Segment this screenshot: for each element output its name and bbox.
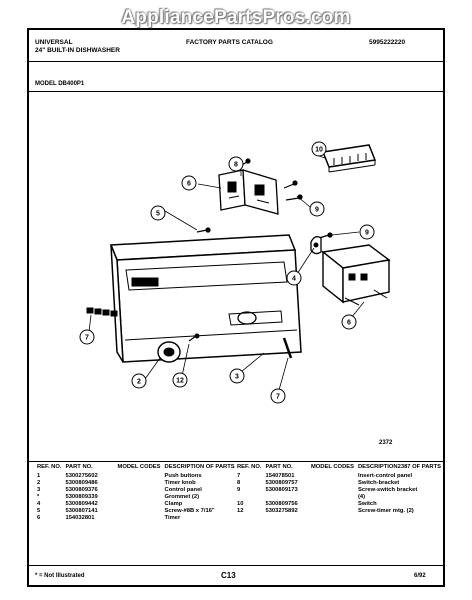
table-row bbox=[35, 473, 237, 480]
part-cell: 5300809757 bbox=[265, 479, 298, 486]
codes-cell bbox=[115, 501, 162, 508]
part-cell bbox=[263, 494, 308, 501]
table-row bbox=[235, 508, 443, 515]
ref-cell: 12 bbox=[237, 507, 244, 514]
svg-text:7: 7 bbox=[276, 393, 280, 401]
codes-cell bbox=[309, 473, 356, 480]
table-row bbox=[35, 494, 237, 501]
callout-4 bbox=[287, 271, 301, 285]
catalog-title: FACTORY PARTS CATALOG bbox=[186, 39, 273, 46]
desc-cell: Screw-switch bracket bbox=[358, 486, 418, 493]
clamp-part bbox=[311, 237, 321, 254]
timer-part bbox=[323, 245, 389, 305]
codes-cell bbox=[115, 480, 162, 487]
ref-cell: 1 bbox=[37, 472, 41, 479]
desc-cell: Grommet (2) bbox=[164, 493, 200, 500]
callout-9b bbox=[360, 225, 374, 239]
switch-bracket-part bbox=[219, 170, 278, 214]
codes-cell bbox=[115, 473, 162, 480]
callout-8 bbox=[229, 157, 243, 171]
codes-cell bbox=[309, 480, 356, 487]
part-cell: 154078501 bbox=[265, 472, 295, 479]
codes-cell bbox=[309, 487, 356, 494]
part-cell: 5300809486 bbox=[65, 479, 98, 486]
table-row bbox=[235, 501, 443, 508]
brand-name: UNIVERSAL bbox=[35, 39, 73, 46]
part-cell: 5300809376 bbox=[65, 486, 98, 493]
parts-table-left bbox=[35, 464, 237, 522]
table-header-row bbox=[235, 464, 443, 473]
page-number: C13 bbox=[221, 571, 236, 580]
svg-text:12: 12 bbox=[176, 377, 184, 385]
catalog-number: 5995222220 bbox=[369, 39, 406, 46]
svg-text:8: 8 bbox=[234, 161, 238, 169]
svg-text:4: 4 bbox=[292, 275, 296, 283]
callout-5 bbox=[151, 206, 165, 220]
col-part: PART NO. bbox=[65, 464, 93, 470]
svg-text:6: 6 bbox=[347, 319, 351, 327]
exploded-parts-diagram bbox=[29, 90, 443, 460]
svg-text:2: 2 bbox=[137, 378, 141, 386]
control-panel-part bbox=[111, 235, 301, 362]
codes-cell bbox=[115, 508, 162, 515]
table-row bbox=[235, 473, 443, 480]
part-cell: 5300809173 bbox=[265, 486, 298, 493]
ref-cell: 10 bbox=[237, 500, 244, 507]
table-row bbox=[235, 487, 443, 494]
table-row bbox=[35, 501, 237, 508]
codes-cell bbox=[309, 508, 356, 515]
desc-cell: (4) bbox=[358, 493, 366, 500]
col-ref: REF. NO. bbox=[237, 464, 262, 470]
col-codes: MODEL CODES bbox=[117, 464, 161, 470]
switch-part bbox=[323, 145, 375, 172]
desc-cell: Timer bbox=[164, 514, 181, 521]
codes-cell bbox=[115, 515, 162, 522]
callout-2 bbox=[132, 374, 146, 388]
product-name: 24" BUILT-IN DISHWASHER bbox=[35, 46, 120, 54]
callout-10 bbox=[312, 142, 326, 156]
part-cell: 5300809339 bbox=[65, 493, 98, 500]
part-cell: 154032801 bbox=[65, 514, 95, 521]
col-ref: REF. NO. bbox=[37, 464, 62, 470]
table-row bbox=[35, 515, 237, 522]
codes-cell bbox=[309, 494, 356, 501]
codes-cell bbox=[309, 501, 356, 508]
svg-text:10: 10 bbox=[315, 146, 323, 154]
table-row bbox=[235, 480, 443, 487]
part-cell: 5300809756 bbox=[265, 500, 298, 507]
callout-9a bbox=[310, 202, 324, 216]
svg-text:3: 3 bbox=[235, 373, 239, 381]
ref-cell: 5 bbox=[37, 507, 41, 514]
callout-6a bbox=[182, 176, 196, 190]
desc-cell: Control panel bbox=[164, 486, 202, 493]
svg-text:6: 6 bbox=[187, 180, 191, 188]
ref-cell: 4 bbox=[37, 500, 41, 507]
desc-cell: Switch bbox=[358, 500, 377, 507]
header-divider bbox=[29, 61, 443, 62]
callout-7b bbox=[271, 389, 285, 403]
table-row bbox=[35, 480, 237, 487]
part-cell: 5300807141 bbox=[65, 507, 98, 514]
ref-cell: 9 bbox=[237, 486, 241, 493]
desc-cell: Clamp bbox=[164, 500, 183, 507]
callout-12 bbox=[173, 373, 187, 387]
callout-7a bbox=[80, 330, 94, 344]
ref-cell: 2 bbox=[37, 479, 41, 486]
desc-cell: Switch-bracket bbox=[358, 479, 400, 486]
catalog-date: 6/92 bbox=[414, 573, 426, 579]
watermark-banner: AppliancePartsPros.com bbox=[121, 7, 351, 28]
part-cell: 5300275602 bbox=[65, 472, 98, 479]
svg-text:7: 7 bbox=[85, 334, 89, 342]
ref-cell: 8 bbox=[237, 479, 241, 486]
svg-text:9: 9 bbox=[315, 206, 319, 214]
col-part: PART NO. bbox=[265, 464, 293, 470]
col-codes: MODEL CODES bbox=[310, 464, 354, 470]
ref-cell: * bbox=[37, 493, 40, 500]
desc-cell: Insert-control panel bbox=[358, 472, 413, 479]
desc-cell: Timer knob bbox=[164, 479, 196, 486]
codes-cell bbox=[115, 494, 162, 501]
model-label: MODEL DB400P1 bbox=[35, 81, 85, 87]
part-cell: 5303275892 bbox=[265, 507, 298, 514]
svg-text:5: 5 bbox=[156, 210, 160, 218]
part-cell: 5300809442 bbox=[65, 500, 98, 507]
ref-cell: 3 bbox=[37, 486, 41, 493]
table-row bbox=[35, 487, 237, 494]
col-desc: DESCRIPTION2387 OF PARTS bbox=[358, 464, 441, 470]
codes-cell bbox=[115, 487, 162, 494]
figure-number: 2372 bbox=[379, 440, 393, 446]
ref-cell: 7 bbox=[237, 472, 241, 479]
svg-text:9: 9 bbox=[365, 229, 369, 237]
callout-3 bbox=[230, 369, 244, 383]
table-row bbox=[235, 494, 443, 501]
ref-cell: 6 bbox=[37, 514, 41, 521]
ref-cell bbox=[235, 494, 263, 501]
desc-cell: Screw-#8B x 7/16" bbox=[164, 507, 215, 514]
parts-catalog-page bbox=[27, 28, 445, 587]
footer-rule bbox=[29, 565, 443, 566]
parts-table-right bbox=[235, 464, 443, 515]
desc-cell: Push buttons bbox=[164, 472, 202, 479]
desc-cell: Screw-timer mtg. (2) bbox=[358, 507, 414, 514]
not-illustrated-note: * = Not Illustrated bbox=[35, 573, 85, 579]
table-header-row bbox=[35, 464, 237, 473]
table-row bbox=[35, 508, 237, 515]
brand-label bbox=[35, 39, 120, 54]
col-desc: DESCRIPTION OF PARTS bbox=[164, 464, 235, 470]
callout-6b bbox=[342, 315, 356, 329]
push-buttons-part bbox=[87, 308, 117, 316]
table-top-rule bbox=[29, 461, 443, 462]
